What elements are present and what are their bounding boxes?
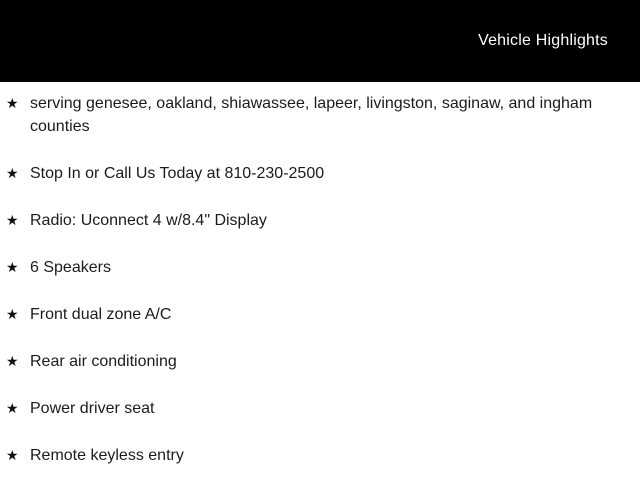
highlight-text: Rear air conditioning <box>30 353 177 370</box>
highlight-text: Front dual zone A/C <box>30 306 172 323</box>
star-icon: ★ <box>6 95 19 111</box>
highlight-item <box>0 92 640 138</box>
star-icon: ★ <box>6 353 19 369</box>
highlight-text: Power driver seat <box>30 400 155 417</box>
star-icon: ★ <box>6 447 19 463</box>
vehicle-highlights-header <box>0 0 640 82</box>
star-icon: ★ <box>6 400 19 416</box>
highlight-item <box>0 209 640 232</box>
highlight-item <box>0 303 640 326</box>
highlight-item <box>0 397 640 420</box>
highlight-item <box>0 444 640 467</box>
highlight-text: Remote keyless entry <box>30 447 184 464</box>
star-icon: ★ <box>6 259 19 275</box>
page-title: Vehicle Highlights <box>478 32 608 49</box>
star-icon: ★ <box>6 212 19 228</box>
highlight-item <box>0 350 640 373</box>
highlight-text: Radio: Uconnect 4 w/8.4" Display <box>30 212 267 229</box>
highlight-text: Stop In or Call Us Today at 810-230-2500 <box>30 165 325 182</box>
highlight-text: serving genesee, oakland, shiawassee, lapeer, livingston, saginaw, and ingham counties <box>30 95 593 135</box>
star-icon: ★ <box>6 306 19 322</box>
highlight-item <box>0 162 640 185</box>
star-icon: ★ <box>6 165 19 181</box>
highlights-list <box>0 82 640 467</box>
highlight-text: 6 Speakers <box>30 259 111 276</box>
highlight-item <box>0 256 640 279</box>
